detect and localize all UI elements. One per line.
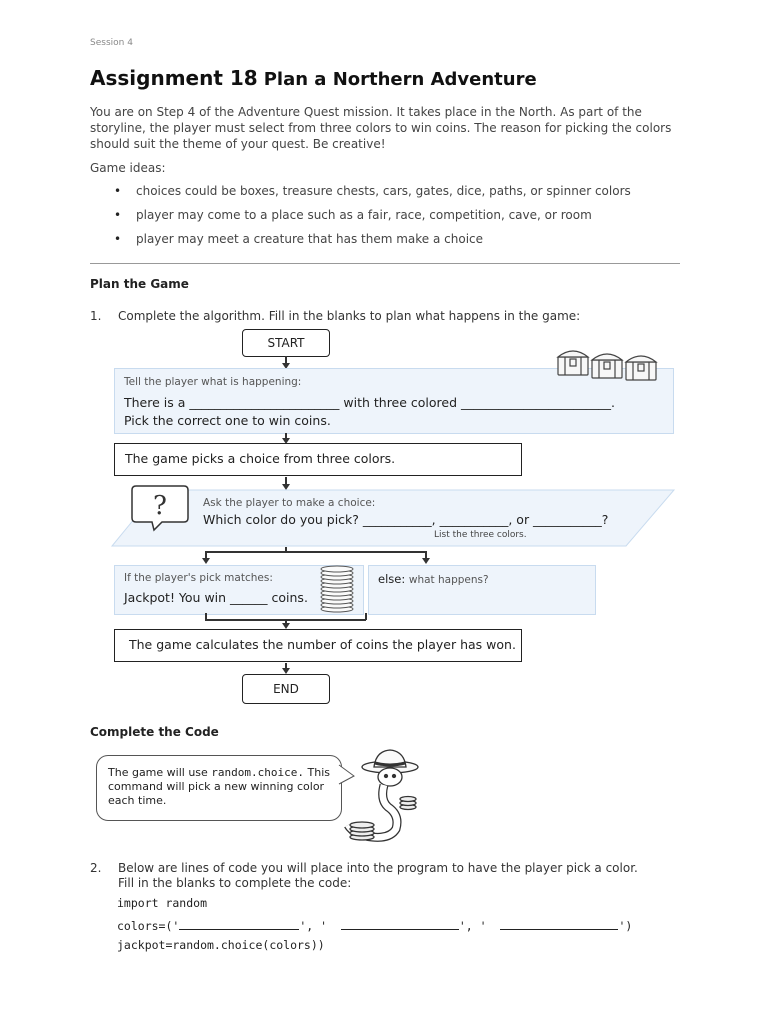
color-blank-3[interactable] (500, 917, 618, 930)
code-colors-prefix: colors=(' (117, 919, 180, 933)
calculate-box: The game calculates the number of coins the player has won. (114, 629, 522, 662)
section-divider (90, 263, 680, 264)
color-blank-2[interactable] (341, 917, 459, 930)
ask-line[interactable]: Which color do you pick? ___________, ___________, or ___________? (203, 512, 609, 527)
arrow-icon (422, 558, 430, 564)
plan-heading: Plan the Game (90, 277, 189, 291)
code-line-import: import random (117, 896, 208, 910)
start-terminal: START (242, 329, 330, 357)
page-title (90, 66, 537, 90)
question-number: 2. (90, 861, 102, 875)
code-separator: ', ' (458, 919, 487, 933)
arrow-icon (202, 558, 210, 564)
code-heading: Complete the Code (90, 725, 219, 739)
question-bubble-icon (128, 482, 192, 532)
else-keyword: else: (378, 572, 406, 586)
bubble-text-a: The game will use (108, 766, 212, 779)
color-blank-1[interactable] (179, 917, 299, 930)
assignment-subtitle: Plan a Northern Adventure (263, 69, 537, 90)
tell-blank-1[interactable]: ________________________ (189, 395, 340, 410)
question-text (118, 861, 678, 891)
connector (205, 551, 426, 553)
list-item: • player may come to a place such as a fair, race, competition, cave, or room (110, 208, 690, 232)
session-label: Session 4 (90, 38, 133, 48)
question-1 (90, 309, 580, 323)
coin-stack-icon (318, 565, 356, 613)
code-line-colors (117, 917, 632, 933)
q2-line-1: Below are lines of code you will place into the program to have the player pick a color. (118, 861, 638, 875)
list-item: • choices could be boxes, treasure chests, cars, gates, dice, paths, or spinner colors (110, 184, 690, 208)
code-line-jackpot: jackpot=random.choice(colors)) (117, 938, 325, 952)
intro-paragraph: You are on Step 4 of the Adventure Quest mission. It takes place in the North. As part of the storyline, the player must select from three colors to win coins. The reason for picking the colors should suit the theme of your quest. Be creative! (90, 105, 672, 151)
ask-hint: List the three colors. (434, 530, 527, 540)
game-picks-box: The game picks a choice from three colors. (114, 443, 522, 476)
else-text: what happens? (408, 574, 489, 586)
game-ideas-list (110, 184, 690, 256)
game-ideas-label: Game ideas: (90, 161, 166, 175)
list-item: • player may meet a creature that has them make a choice (110, 232, 690, 256)
svg-text:?: ? (153, 491, 167, 521)
end-terminal: END (242, 674, 330, 704)
q2-line-2: Fill in the blanks to complete the code: (118, 876, 352, 890)
question-2 (90, 861, 690, 891)
question-text: Complete the algorithm. Fill in the blanks to plan what happens in the game: (118, 309, 581, 323)
treasure-chests-icon (556, 345, 660, 381)
bubble-code: random.choice. (211, 766, 305, 779)
tell-sentence (124, 395, 615, 410)
tell-text-a: There is a (124, 395, 186, 410)
ask-label: Ask the player to make a choice: (203, 497, 376, 509)
code-suffix: ') (618, 919, 633, 933)
tell-line-2: Pick the correct one to win coins. (124, 413, 331, 428)
question-number: 1. (90, 309, 102, 323)
match-label: If the player's pick matches: (124, 572, 273, 584)
match-line[interactable]: Jackpot! You win ______ coins. (124, 590, 308, 605)
snake-explorer-icon (340, 745, 430, 843)
tell-label: Tell the player what is happening: (124, 376, 302, 388)
tell-blank-2[interactable]: ________________________. (461, 395, 616, 410)
else-line (378, 572, 489, 586)
bubble-text (108, 766, 333, 808)
assignment-number: Assignment 18 (90, 66, 258, 90)
tell-text-b: with three colored (343, 395, 458, 410)
code-separator: ', ' (299, 919, 328, 933)
bubble-text-b: This command will pick a new winning color each time. (108, 766, 330, 807)
